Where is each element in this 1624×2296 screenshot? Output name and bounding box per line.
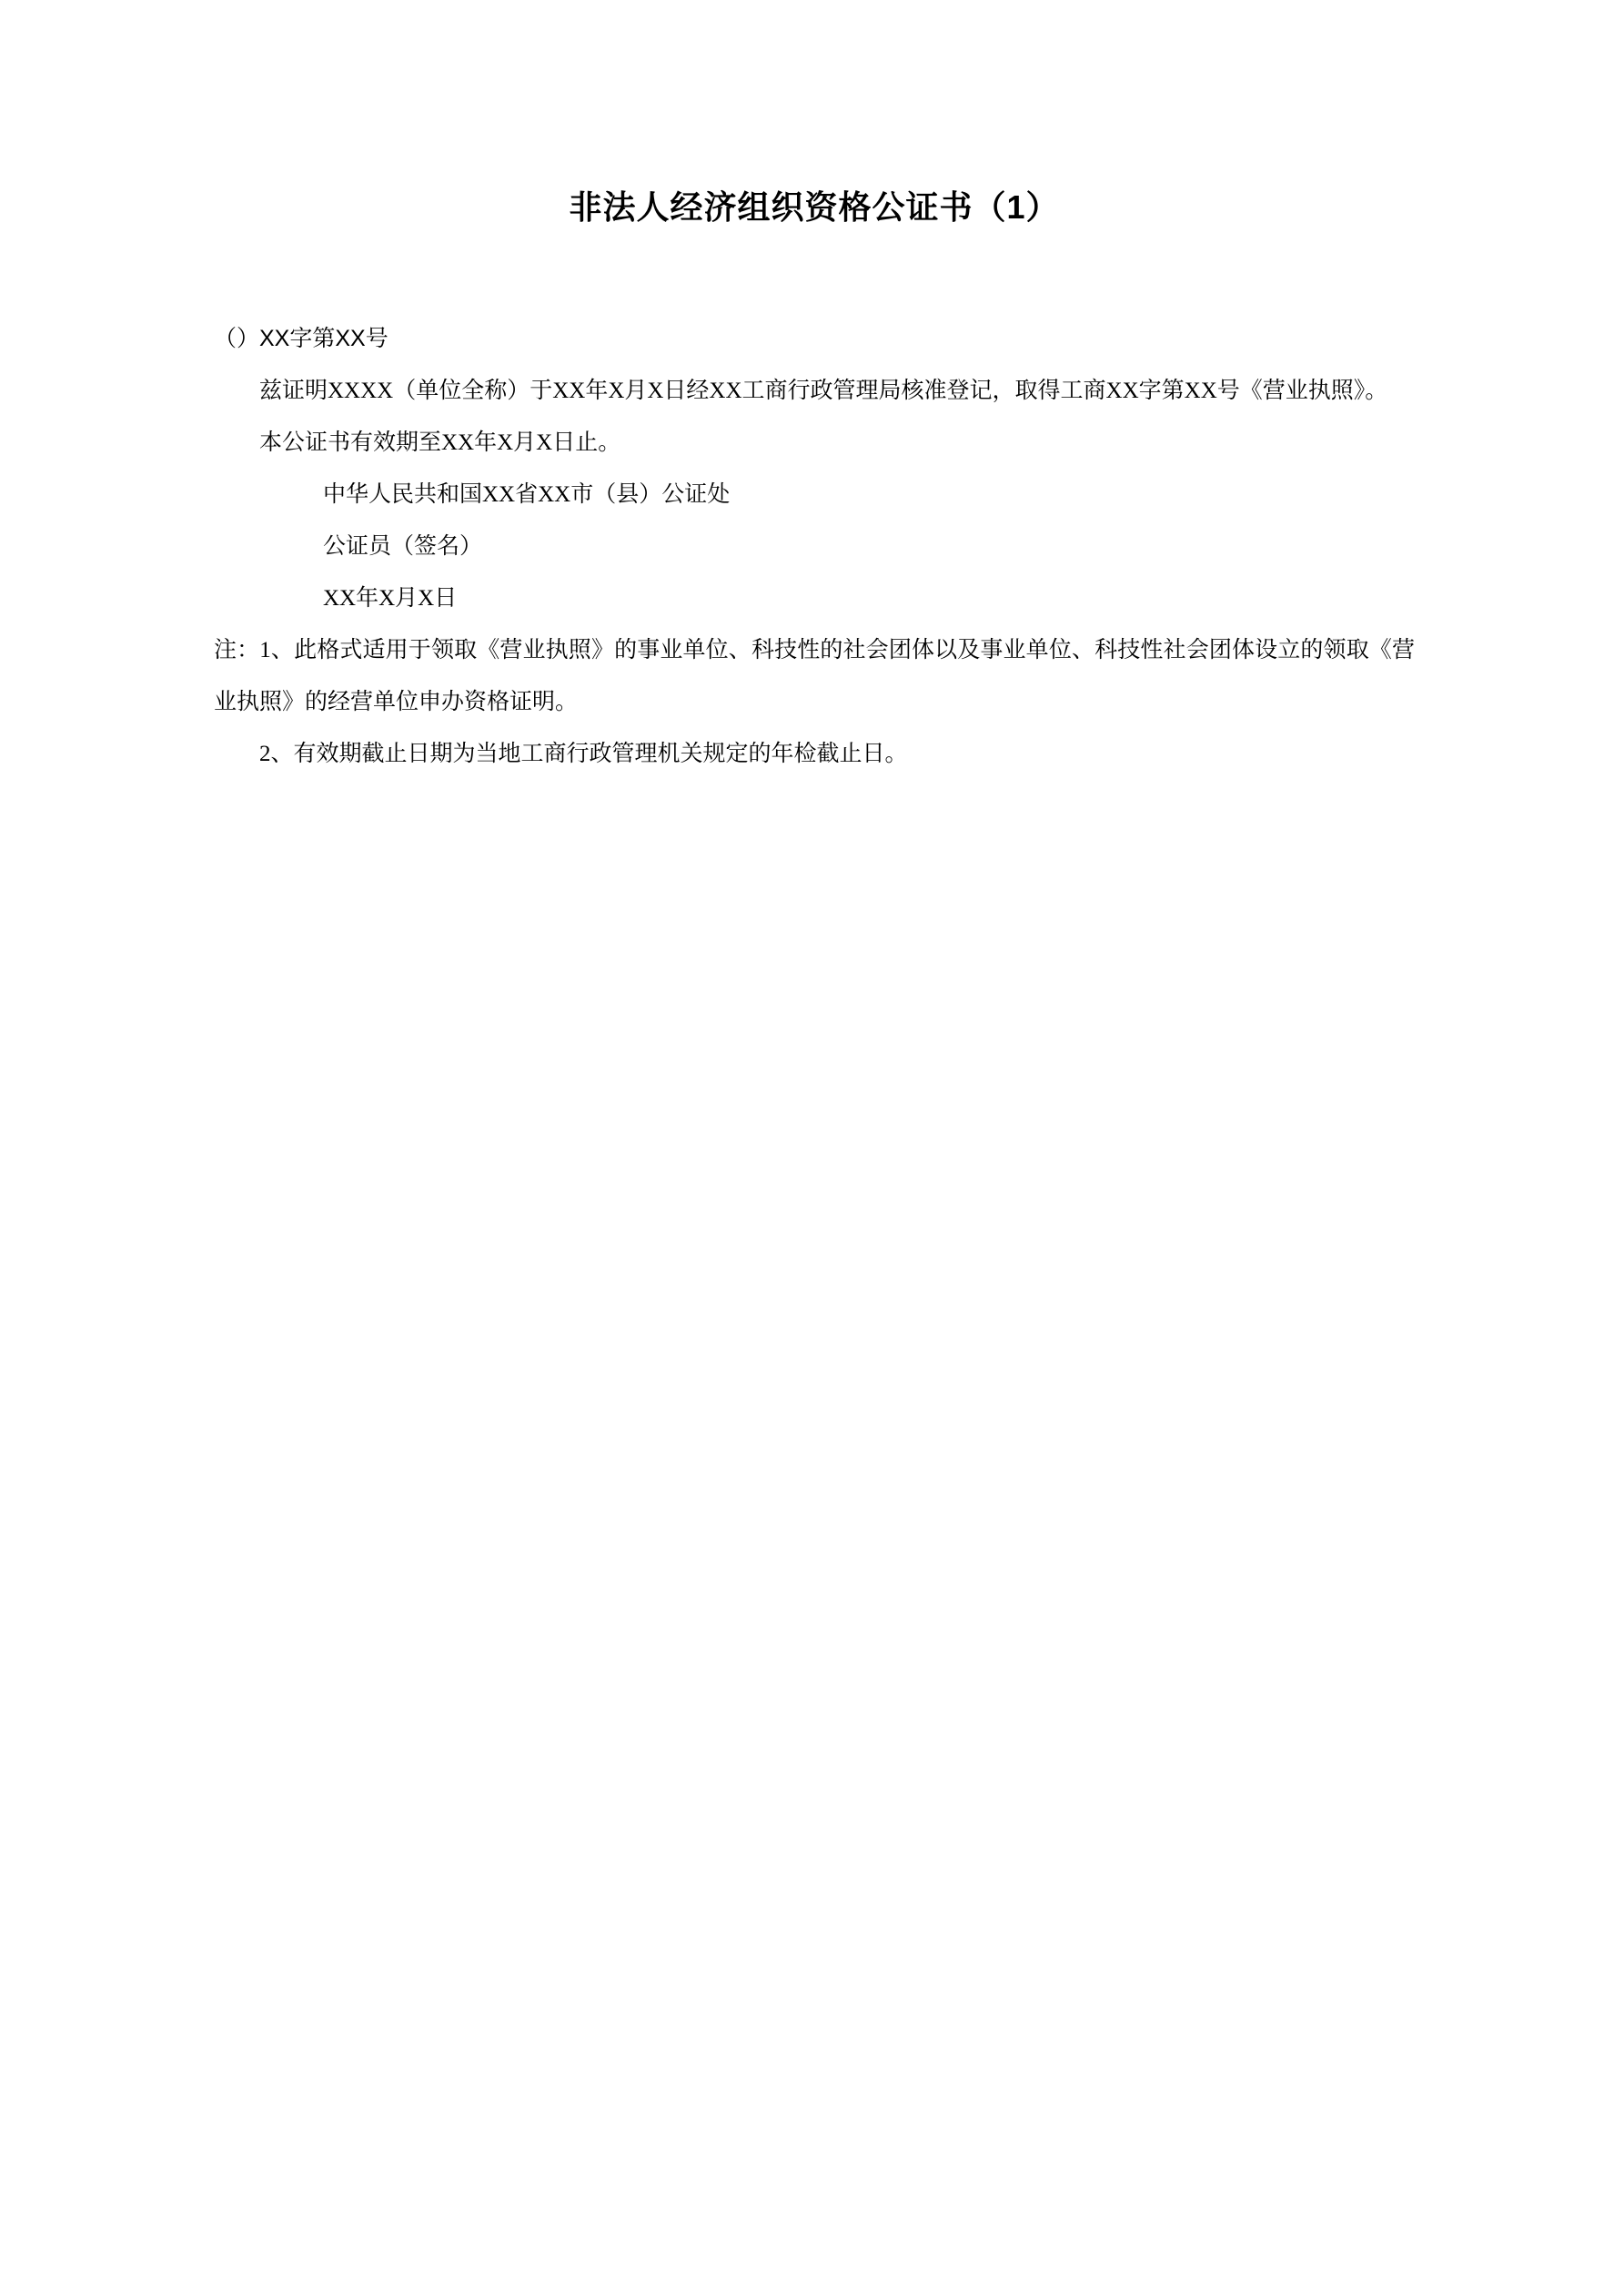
certification-paragraph: 兹证明XXXX（单位全称）于XX年X月X日经XX工商行政管理局核准登记，取得工商XX字第XX号《营业执照》。 xyxy=(259,378,1388,403)
document-content xyxy=(214,0,1415,780)
page-title: 非法人经济组织资格公证书（1） xyxy=(569,188,1060,226)
notary-date-line: XX年X月X日 xyxy=(323,585,458,611)
validity-paragraph: 本公证书有效期至XX年X月X日止。 xyxy=(259,430,621,455)
document-body xyxy=(214,313,1415,780)
notary-office-line: 中华人民共和国XX省XX市（县）公证处 xyxy=(323,481,731,507)
notary-signature-line: 公证员（签名） xyxy=(323,533,483,559)
note-item-2: 2、有效期截止日期为当地工商行政管理机关规定的年检截止日。 xyxy=(259,741,908,766)
case-number: （）XX字第XX号 xyxy=(214,325,388,351)
note-item-1: 注：1、此格式适用于领取《营业执照》的事业单位、科技性的社会团体以及事业单位、科技性社会团体设立的领取《营业执照》的经营单位申办资格证明。 xyxy=(214,637,1415,714)
